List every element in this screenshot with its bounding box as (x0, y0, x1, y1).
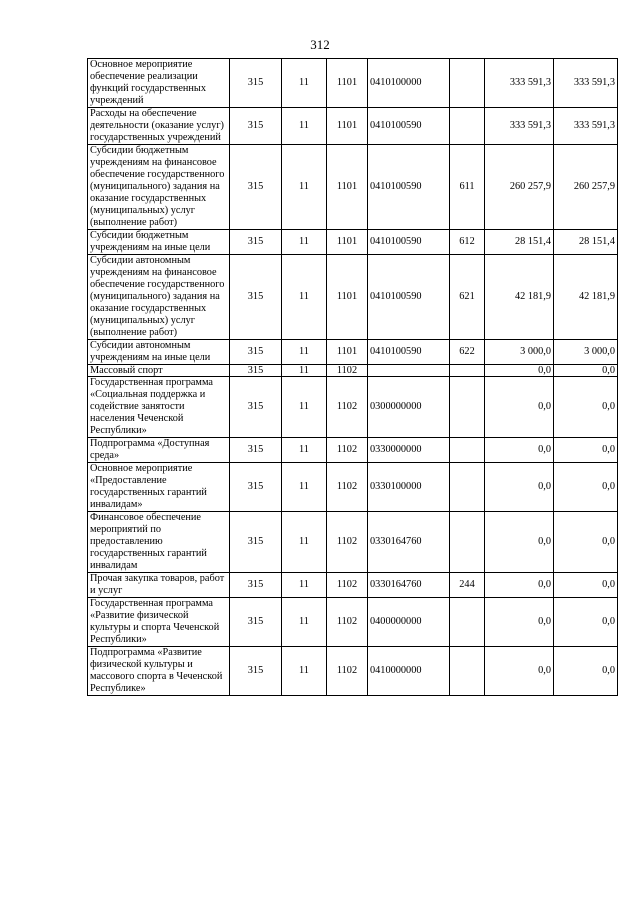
cell-expense-type (450, 59, 485, 108)
table-row (88, 59, 618, 108)
cell-expense-type (450, 438, 485, 463)
cell-subsection: 1102 (327, 438, 368, 463)
table-row (88, 145, 618, 230)
cell-target-article: 0410100590 (368, 340, 450, 365)
cell-target-article: 0330100000 (368, 463, 450, 512)
cell-name: Субсидии бюджетным учреждениям на финансовое обеспечение государственного (муниципального) задания на оказание государственных (муниципальных) услуг (выполнение работ) (88, 145, 230, 230)
cell-amount-2: 28 151,4 (554, 230, 618, 255)
cell-subsection: 1102 (327, 573, 368, 598)
cell-target-article: 0410100590 (368, 145, 450, 230)
cell-expense-type: 612 (450, 230, 485, 255)
cell-ministry-code: 315 (230, 438, 282, 463)
cell-target-article: 0410000000 (368, 647, 450, 696)
cell-ministry-code: 315 (230, 365, 282, 377)
cell-section: 11 (282, 438, 327, 463)
table-row (88, 340, 618, 365)
cell-name: Подпрограмма «Доступная среда» (88, 438, 230, 463)
cell-section: 11 (282, 59, 327, 108)
cell-ministry-code: 315 (230, 108, 282, 145)
cell-target-article: 0400000000 (368, 598, 450, 647)
cell-expense-type (450, 365, 485, 377)
cell-amount-1: 0,0 (485, 647, 554, 696)
table-row (88, 438, 618, 463)
table-row (88, 647, 618, 696)
cell-ministry-code: 315 (230, 463, 282, 512)
cell-amount-1: 3 000,0 (485, 340, 554, 365)
cell-amount-2: 42 181,9 (554, 255, 618, 340)
table-row (88, 573, 618, 598)
cell-section: 11 (282, 598, 327, 647)
cell-name: Основное мероприятие обеспечение реализации функций государственных учреждений (88, 59, 230, 108)
cell-amount-1: 0,0 (485, 512, 554, 573)
cell-section: 11 (282, 365, 327, 377)
cell-expense-type (450, 108, 485, 145)
cell-section: 11 (282, 145, 327, 230)
cell-amount-2: 0,0 (554, 365, 618, 377)
table-body (88, 59, 618, 696)
cell-ministry-code: 315 (230, 59, 282, 108)
cell-section: 11 (282, 377, 327, 438)
cell-amount-2: 260 257,9 (554, 145, 618, 230)
cell-name: Массовый спорт (88, 365, 230, 377)
cell-amount-2: 0,0 (554, 573, 618, 598)
table-row (88, 108, 618, 145)
table-row (88, 365, 618, 377)
page-number: 312 (310, 37, 330, 52)
cell-amount-2: 0,0 (554, 647, 618, 696)
cell-amount-1: 0,0 (485, 573, 554, 598)
cell-expense-type: 611 (450, 145, 485, 230)
cell-target-article (368, 365, 450, 377)
cell-amount-1: 333 591,3 (485, 59, 554, 108)
cell-section: 11 (282, 340, 327, 365)
cell-expense-type (450, 377, 485, 438)
cell-amount-1: 0,0 (485, 598, 554, 647)
cell-amount-2: 0,0 (554, 598, 618, 647)
cell-ministry-code: 315 (230, 340, 282, 365)
cell-amount-2: 333 591,3 (554, 108, 618, 145)
cell-subsection: 1101 (327, 255, 368, 340)
cell-target-article: 0330164760 (368, 512, 450, 573)
cell-name: Государственная программа «Социальная поддержка и содействие занятости населения Чеченской Республики» (88, 377, 230, 438)
cell-amount-2: 0,0 (554, 377, 618, 438)
cell-target-article: 0300000000 (368, 377, 450, 438)
cell-name: Государственная программа «Развитие физической культуры и спорта Чеченской Республики» (88, 598, 230, 647)
cell-name: Основное мероприятие «Предоставление государственных гарантий инвалидам» (88, 463, 230, 512)
cell-section: 11 (282, 108, 327, 145)
cell-expense-type: 244 (450, 573, 485, 598)
cell-amount-1: 0,0 (485, 365, 554, 377)
cell-amount-1: 42 181,9 (485, 255, 554, 340)
cell-subsection: 1101 (327, 230, 368, 255)
cell-target-article: 0410100590 (368, 255, 450, 340)
table-row (88, 598, 618, 647)
budget-table (87, 58, 618, 696)
cell-amount-1: 28 151,4 (485, 230, 554, 255)
cell-ministry-code: 315 (230, 377, 282, 438)
cell-subsection: 1102 (327, 512, 368, 573)
cell-target-article: 0330164760 (368, 573, 450, 598)
cell-name: Расходы на обеспечение деятельности (оказание услуг) государственных учреждений (88, 108, 230, 145)
cell-target-article: 0410100590 (368, 108, 450, 145)
cell-subsection: 1102 (327, 463, 368, 512)
cell-amount-2: 0,0 (554, 512, 618, 573)
cell-subsection: 1102 (327, 647, 368, 696)
cell-ministry-code: 315 (230, 230, 282, 255)
cell-name: Субсидии автономным учреждениям на иные цели (88, 340, 230, 365)
cell-ministry-code: 315 (230, 647, 282, 696)
cell-ministry-code: 315 (230, 512, 282, 573)
table-row (88, 512, 618, 573)
cell-subsection: 1102 (327, 365, 368, 377)
cell-target-article: 0410100590 (368, 230, 450, 255)
cell-section: 11 (282, 573, 327, 598)
cell-expense-type (450, 463, 485, 512)
cell-section: 11 (282, 463, 327, 512)
cell-subsection: 1101 (327, 108, 368, 145)
cell-ministry-code: 315 (230, 573, 282, 598)
cell-target-article: 0410100000 (368, 59, 450, 108)
cell-expense-type (450, 647, 485, 696)
cell-amount-2: 3 000,0 (554, 340, 618, 365)
cell-ministry-code: 315 (230, 145, 282, 230)
cell-name: Субсидии бюджетным учреждениям на иные цели (88, 230, 230, 255)
cell-amount-1: 333 591,3 (485, 108, 554, 145)
cell-ministry-code: 315 (230, 598, 282, 647)
cell-amount-1: 260 257,9 (485, 145, 554, 230)
cell-name: Финансовое обеспечение мероприятий по предоставлению государственных гарантий инвалидам (88, 512, 230, 573)
cell-section: 11 (282, 230, 327, 255)
cell-ministry-code: 315 (230, 255, 282, 340)
cell-name: Подпрограмма «Развитие физической культуры и массового спорта в Чеченской Республике» (88, 647, 230, 696)
cell-subsection: 1101 (327, 59, 368, 108)
cell-expense-type: 622 (450, 340, 485, 365)
cell-amount-1: 0,0 (485, 438, 554, 463)
cell-subsection: 1102 (327, 598, 368, 647)
table-row (88, 230, 618, 255)
cell-subsection: 1101 (327, 340, 368, 365)
cell-section: 11 (282, 647, 327, 696)
cell-name: Прочая закупка товаров, работ и услуг (88, 573, 230, 598)
table-row (88, 255, 618, 340)
cell-amount-1: 0,0 (485, 463, 554, 512)
cell-expense-type (450, 512, 485, 573)
cell-section: 11 (282, 512, 327, 573)
table-row (88, 463, 618, 512)
cell-expense-type (450, 598, 485, 647)
cell-subsection: 1101 (327, 145, 368, 230)
cell-amount-2: 0,0 (554, 438, 618, 463)
cell-section: 11 (282, 255, 327, 340)
cell-name: Субсидии автономным учреждениям на финансовое обеспечение государственного (муниципального) задания на оказание государственных (муниципальных) услуг (выполнение работ) (88, 255, 230, 340)
cell-target-article: 0330000000 (368, 438, 450, 463)
cell-amount-2: 333 591,3 (554, 59, 618, 108)
cell-amount-1: 0,0 (485, 377, 554, 438)
cell-amount-2: 0,0 (554, 463, 618, 512)
cell-subsection: 1102 (327, 377, 368, 438)
table-row (88, 377, 618, 438)
cell-expense-type: 621 (450, 255, 485, 340)
